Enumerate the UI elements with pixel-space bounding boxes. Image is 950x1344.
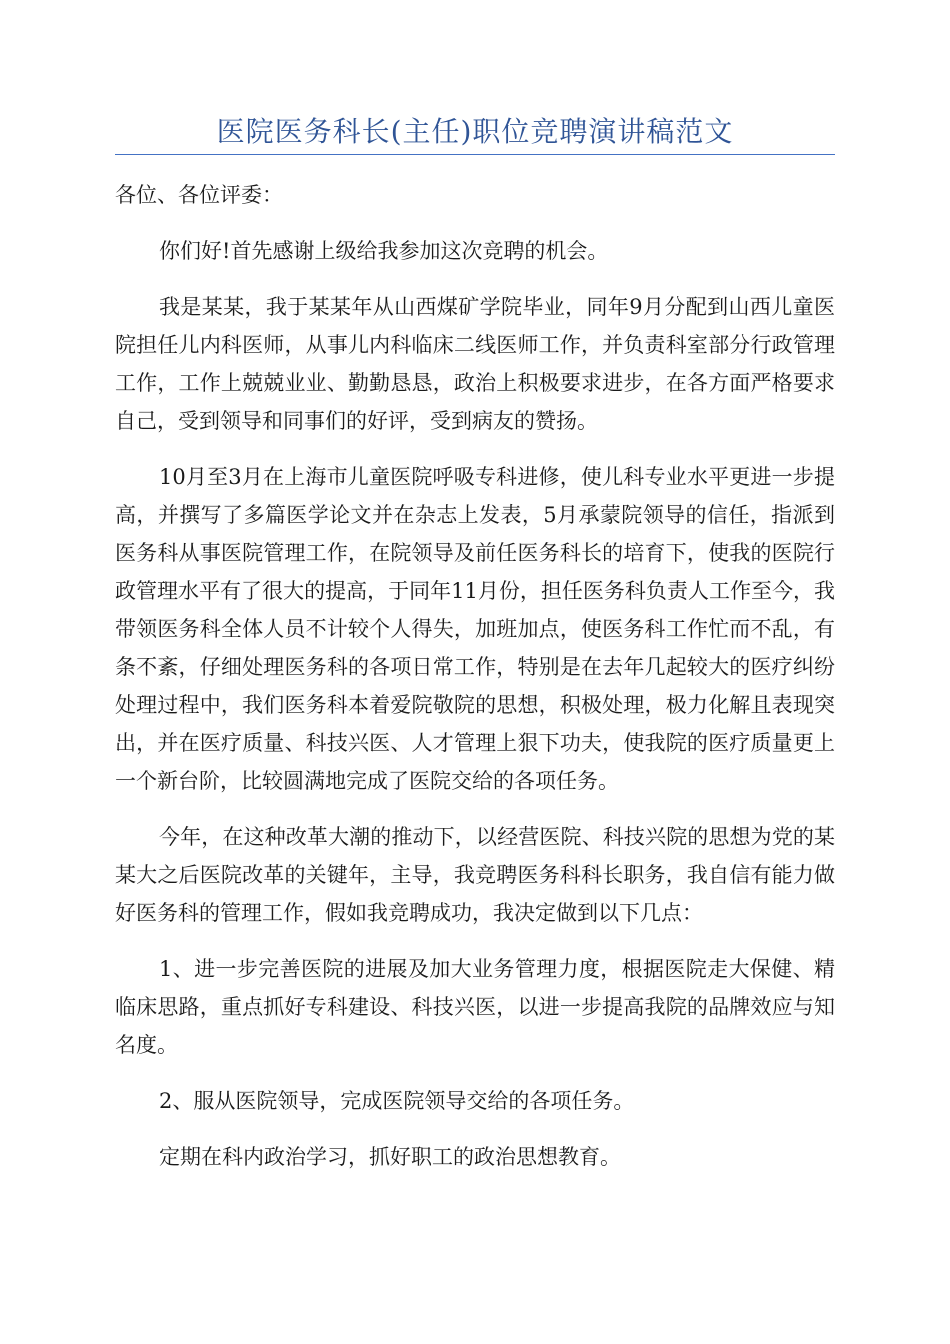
- motivation-paragraph: 今年，在这种改革大潮的推动下，以经营医院、科技兴院的思想为党的某某大之后医院改革的关键年，主导，我竞聘医务科科长职务，我自信有能力做好医务科的管理工作，假如我竞聘成功，我决定做到以下几点：: [115, 825, 835, 925]
- plan-item-3: 定期在科内政治学习，抓好职工的政治思想教育。: [159, 1145, 621, 1169]
- plan-item-1: 1、进一步完善医院的进展及加大业务管理力度，根据医院走大保健、精临床思路，重点抓好专科建设、科技兴医，以进一步提高我院的品牌效应与知名度。: [115, 957, 835, 1057]
- salutation: 各位、各位评委：: [115, 183, 283, 207]
- title-underline: [115, 154, 835, 155]
- plan-item-2: 2、服从医院领导，完成医院领导交给的各项任务。: [159, 1089, 635, 1113]
- greeting-paragraph: 你们好!首先感谢上级给我参加这次竞聘的机会。: [159, 239, 609, 263]
- experience-paragraph: 10月至3月在上海市儿童医院呼吸专科进修，使儿科专业水平更进一步提高，并撰写了多篇医学论文并在杂志上发表，5月承蒙院领导的信任，指派到医务科从事医院管理工作，在院领导及前任医务科长的培育下，使我的医院行政管理水平有了很大的提高，于同年11月份，担任医务科负责人工作至今，我带领医务科全体人员不计较个人得失，加班加点，使医务科工作忙而不乱，有条不紊，仔细处理医务科的各项日常工作，特别是在去年几起较大的医疗纠纷处理过程中，我们医务科本着爱院敬院的思想，积极处理，极力化解且表现突出，并在医疗质量、科技兴医、人才管理上狠下功夫，使我院的医疗质量更上一个新台阶，比较圆满地完成了医院交给的各项任务。: [115, 465, 835, 793]
- background-paragraph: 我是某某，我于某某年从山西煤矿学院毕业，同年9月分配到山西儿童医院担任儿内科医师，从事儿内科临床二线医师工作，并负责科室部分行政管理工作，工作上兢兢业业、勤勤恳恳，政治上积极要求进步，在各方面严格要求自己，受到领导和同事们的好评，受到病友的赞扬。: [115, 295, 835, 433]
- document-body: [115, 176, 835, 1194]
- document-title: 医院医务科长(主任)职位竞聘演讲稿范文: [216, 115, 734, 148]
